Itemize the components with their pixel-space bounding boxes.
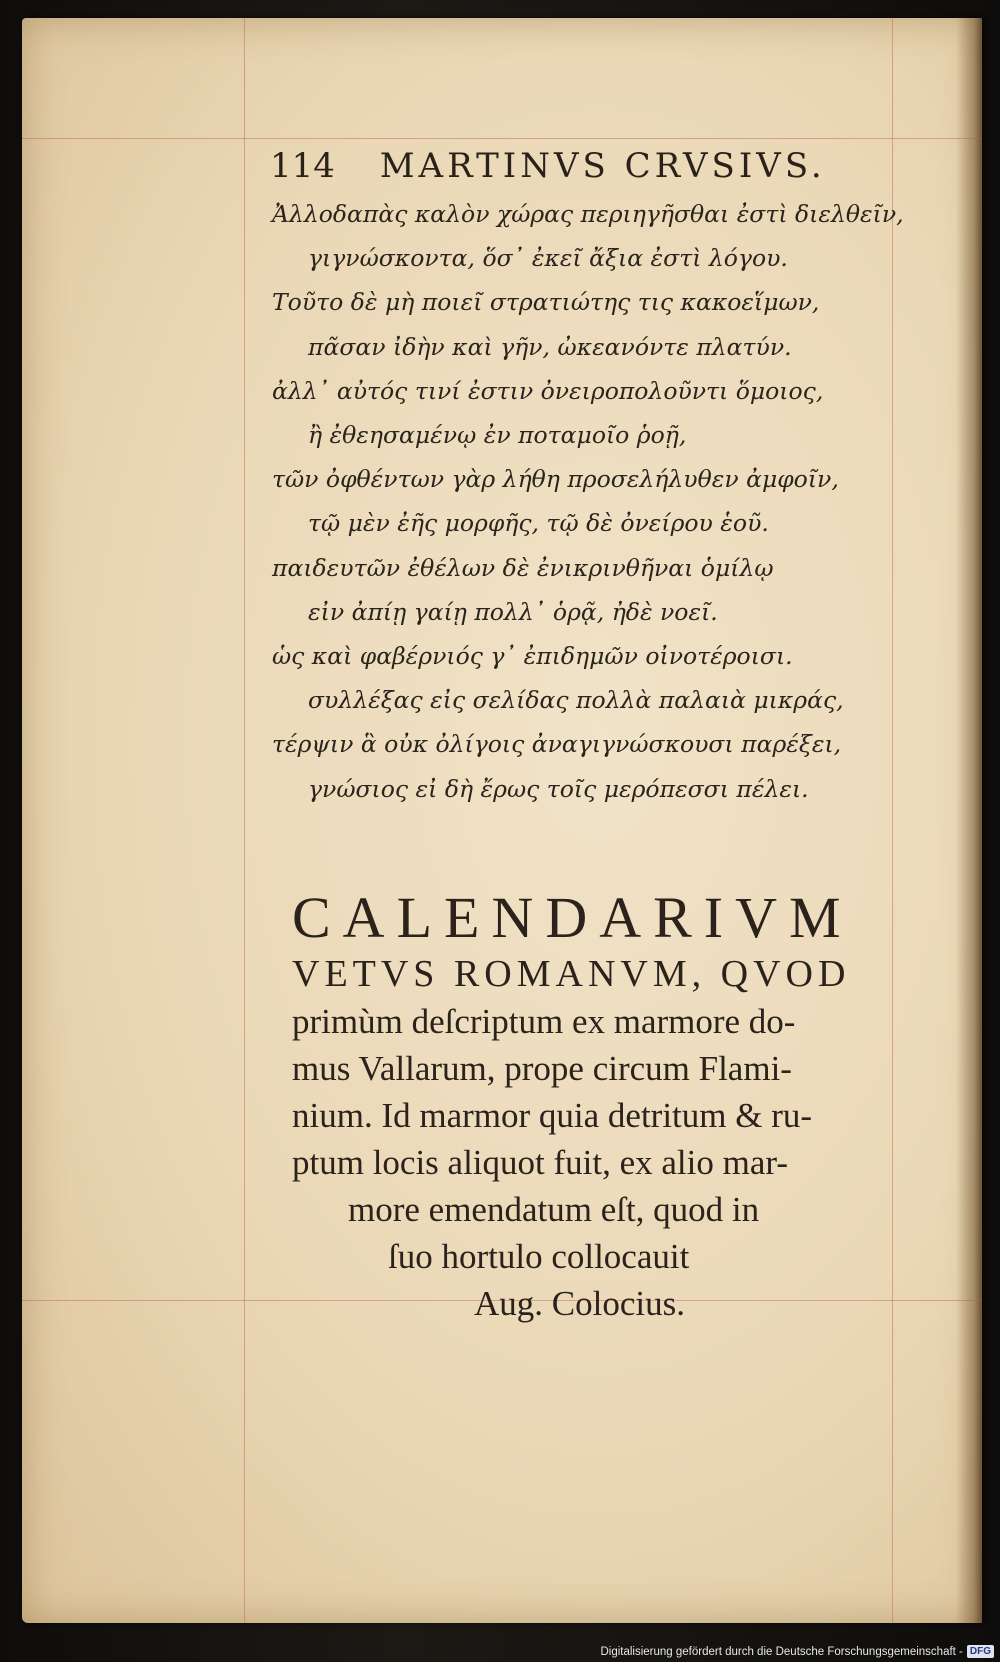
title-body-line: Aug. Colocius. [474, 1284, 685, 1323]
greek-line: συλλέξας εἰς σελίδας πολλὰ παλαιὰ μικράς, [308, 686, 844, 715]
greek-line: ἢ ἐθεησαμένῳ ἐν ποταμοῖο ῥοῇ, [308, 421, 687, 450]
title-body-line: nium. Id marmor quia detritum & ru- [292, 1096, 813, 1135]
running-head-author: MARTINVS CRVSIVS. [379, 146, 826, 186]
digitization-credit [600, 1645, 994, 1658]
page-number: 114 [270, 146, 335, 186]
greek-line: τῶν ὀφθέντων γὰρ λήθη προσελήλυθεν ἀμφοῖν, [272, 465, 839, 494]
margin-rule-top [22, 138, 982, 139]
book-page [22, 18, 982, 1623]
greek-line: Ἀλλοδαπὰς καλὸν χώρας περιηγῆσθαι ἐστὶ διελθεῖν, [272, 200, 904, 228]
title-body-line: mus Vallarum, prope circum Flami- [292, 1049, 792, 1088]
greek-line: γνώσιος εἰ δὴ ἔρως τοῖς μερόπεσσι πέλει. [308, 774, 809, 803]
greek-line: ἀλλ᾽ αὐτός τινί ἐστιν ὀνειροπολοῦντι ὅμοιος, [272, 376, 824, 405]
greek-line: γιγνώσκοντα, ὅσ᾽ ἐκεῖ ἄξια ἐστὶ λόγου. [308, 244, 788, 273]
dfg-logo: DFG [967, 1645, 994, 1658]
greek-line: Τοῦτο δὲ μὴ ποιεῖ στρατιώτης τις κακοεἵμων, [272, 288, 820, 317]
greek-line: τέρψιν ἃ οὐκ ὀλίγοις ἀναγιγνώσκουσι παρέξει, [272, 730, 842, 759]
title-body-line: primùm deſcriptum ex marmore do- [292, 1002, 796, 1041]
credit-text: Digitalisierung gefördert durch die Deutsche Forschungsgemeinschaft - [600, 1645, 963, 1658]
greek-line: πᾶσαν ἰδὴν καὶ γῆν, ὠκεανόντε πλατύν. [308, 332, 792, 361]
greek-line: εἰν ἀπίῃ γαίῃ πολλ᾽ ὁρᾷ, ἠδὲ νοεῖ. [308, 597, 718, 626]
greek-line: παιδευτῶν ἐθέλων δὲ ἐνικρινθῆναι ὁμίλῳ [272, 553, 774, 582]
title-body-line: ptum locis aliquot fuit, ex alio mar- [292, 1143, 788, 1182]
margin-rule-left [244, 18, 245, 1623]
page-edge-shadow [956, 18, 982, 1623]
running-head [270, 146, 890, 186]
greek-line: τῷ μὲν ἐῆς μορφῆς, τῷ δὲ ὀνείρου ἑοῦ. [308, 509, 769, 538]
title-body [292, 998, 932, 1327]
title-body-line: more emendatum eſt, quod in [348, 1190, 760, 1229]
calendar-title-block [292, 886, 932, 1327]
greek-poem [272, 192, 912, 811]
title-line-2: VETVS ROMANVM, QVOD [292, 953, 851, 995]
greek-line: ὡς καὶ φαβέρνιός γ᾽ ἐπιδημῶν οἰνοτέροισι. [272, 642, 793, 671]
title-body-line: ſuo hortulo collocauit [388, 1237, 690, 1276]
title-line-1: CALENDARIVM [292, 885, 853, 950]
